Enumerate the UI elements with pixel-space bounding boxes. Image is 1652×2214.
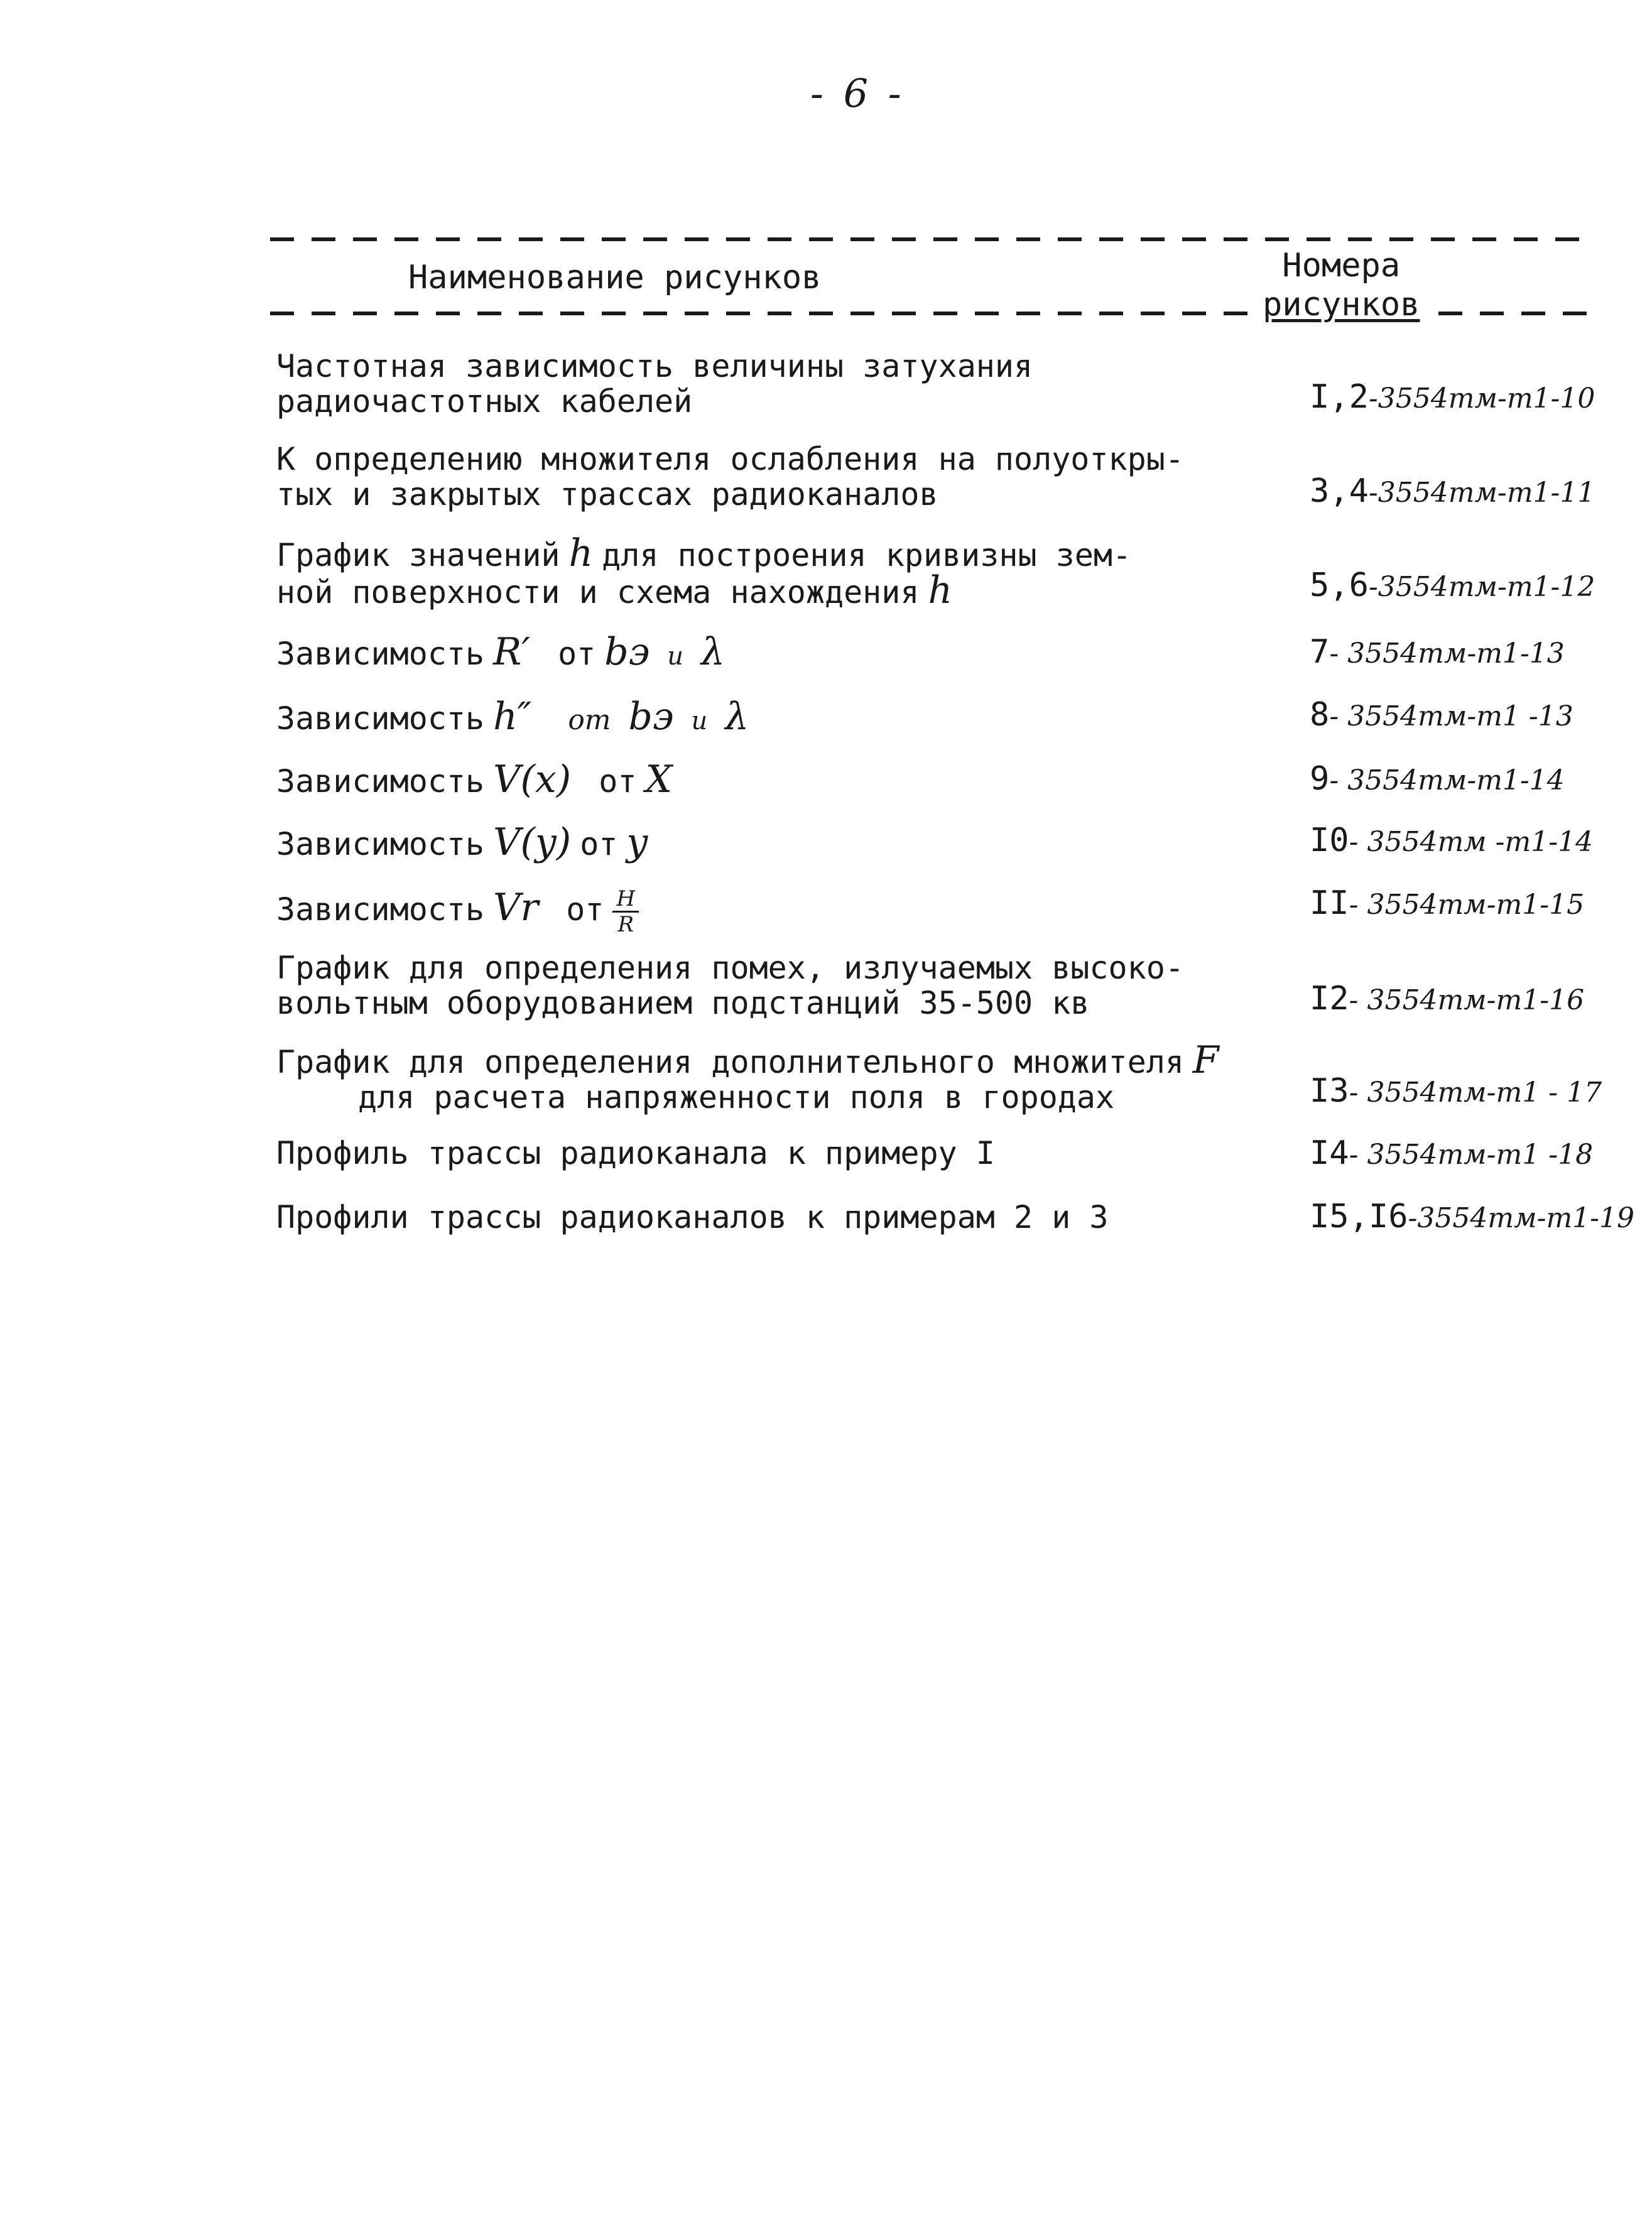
page-number: - 6 - <box>810 70 905 116</box>
figure-number <box>1310 1134 1593 1172</box>
fraction-denominator: R <box>617 912 634 937</box>
figure-code: -3554тм-т1-10 <box>1368 383 1595 415</box>
figure-code: -3554тм-т1-12 <box>1368 571 1595 603</box>
figure-code: - 3554тм-т1-14 <box>1329 764 1565 796</box>
h-symbol: h <box>928 568 953 612</box>
v-x-symbol: V(x) <box>493 757 572 801</box>
figure-code: - 3554тм-т1-15 <box>1349 889 1585 921</box>
row-title-line: радиочастотных кабелей <box>276 383 693 420</box>
figure-number <box>1310 822 1593 859</box>
figure-number <box>1310 1198 1634 1235</box>
row-text: ной поверхности и схема нахождения <box>276 574 920 610</box>
h-symbol: h <box>568 531 594 575</box>
row-text: для построения кривизны зем- <box>602 537 1132 573</box>
row-title-line: вольтным оборудованием подстанций 35-500 кв <box>276 985 1090 1021</box>
column-header-numbers <box>1263 246 1420 324</box>
lambda-symbol: λ <box>701 630 725 674</box>
row-title-line: К определению множителя ослабления на полуоткры- <box>276 441 1184 477</box>
figure-code: - 3554тм-т1 -18 <box>1349 1139 1594 1171</box>
table-row <box>276 950 1269 1021</box>
figure-number <box>1310 760 1565 798</box>
table-row <box>276 820 1269 864</box>
figure-number <box>1310 378 1595 416</box>
figure-code: - 3554тм-т1-13 <box>1329 638 1565 670</box>
b-e-symbol: bэ <box>604 630 650 674</box>
figure-num: 5,6 <box>1310 567 1369 604</box>
v-y-symbol: V(y) <box>493 820 572 864</box>
f-symbol: F <box>1192 1038 1219 1082</box>
row-text: от <box>568 704 611 736</box>
figure-code: - 3554тм-т1 -13 <box>1329 700 1573 732</box>
figure-code: - 3554тм -т1-14 <box>1349 826 1594 858</box>
figure-num: I0 <box>1310 822 1349 859</box>
figure-number <box>1310 1072 1602 1110</box>
figure-number <box>1310 633 1565 671</box>
figure-num: 8 <box>1310 696 1330 734</box>
b-e-symbol: bэ <box>628 695 674 739</box>
header-bottom-rule-left <box>270 312 1250 315</box>
lambda-symbol: λ <box>725 695 749 739</box>
header-bottom-rule-right <box>1438 312 1589 315</box>
figure-num: II <box>1310 884 1349 922</box>
row-text: Зависимость <box>276 891 485 928</box>
row-text: от <box>558 636 596 672</box>
figure-number <box>1310 980 1584 1017</box>
table-row <box>276 1136 1269 1171</box>
figure-code: - 3554тм-т1 - 17 <box>1349 1077 1602 1109</box>
figure-number <box>1310 696 1573 734</box>
row-text: от <box>599 763 637 800</box>
table-row <box>276 757 1269 801</box>
row-title-line <box>276 568 1269 612</box>
h-double-prime-symbol: h″ <box>493 695 532 739</box>
row-text: от <box>580 826 618 862</box>
table-row <box>276 630 1269 674</box>
row-title-line <box>276 531 1269 575</box>
y-symbol: y <box>626 820 648 864</box>
figure-num: 3,4 <box>1310 472 1369 510</box>
row-title-line: Профили трассы радиоканалов к примерам 2 и 3 <box>276 1199 1109 1235</box>
h-over-r-fraction <box>612 887 639 936</box>
table-row <box>276 1038 1269 1115</box>
conjunction: и <box>691 707 708 735</box>
column-header-numbers-line2: рисунков <box>1263 286 1420 323</box>
row-title-line: Частотная зависимость величины затухания <box>276 348 1033 384</box>
figure-number <box>1310 567 1595 604</box>
table-row <box>276 349 1269 419</box>
row-title-line <box>276 1038 1269 1082</box>
table-row <box>276 887 1269 936</box>
table-row <box>276 1200 1269 1235</box>
figure-code: -3554тм-т1-11 <box>1368 477 1595 509</box>
row-text: Зависимость <box>276 700 485 737</box>
table-row <box>276 695 1269 739</box>
figure-num: 7 <box>1310 633 1330 671</box>
figure-num: I5,I6 <box>1310 1198 1408 1235</box>
row-text: Зависимость <box>276 763 485 800</box>
row-text: от <box>566 891 604 928</box>
column-header-numbers-line1: Номера <box>1282 247 1401 285</box>
fraction-numerator: H <box>612 887 639 913</box>
figure-num: I2 <box>1310 980 1349 1017</box>
v-r-symbol: Vr <box>493 886 539 930</box>
figure-num: 9 <box>1310 760 1330 798</box>
x-symbol: X <box>645 757 673 801</box>
figure-code: - 3554тм-т1-16 <box>1349 984 1585 1016</box>
row-title-line: График для определения помех, излучаемых высоко- <box>276 950 1184 986</box>
row-text: Зависимость <box>276 826 485 862</box>
row-text: График для определения дополнительного множителя <box>276 1044 1184 1080</box>
figure-num: I,2 <box>1310 378 1369 416</box>
figure-num: I4 <box>1310 1134 1349 1172</box>
table-row <box>276 531 1269 612</box>
row-text: Зависимость <box>276 636 485 672</box>
column-header-title: Наименование рисунков <box>408 259 822 296</box>
row-title-line: тых и закрытых трассах радиоканалов <box>276 476 938 513</box>
table-row <box>276 442 1269 512</box>
figure-num: I3 <box>1310 1072 1349 1110</box>
row-text: График значений <box>276 537 560 573</box>
conjunction: и <box>667 642 684 671</box>
figure-number <box>1310 472 1595 510</box>
table-top-rule <box>270 237 1589 241</box>
row-title-line: для расчета напряженности поля в городах <box>358 1079 1115 1115</box>
figure-code: -3554тм-т1-19 <box>1408 1202 1635 1234</box>
figure-number <box>1310 884 1584 922</box>
r-prime-symbol: R′ <box>493 630 530 674</box>
row-title-line: Профиль трассы радиоканала к примеру I <box>276 1135 995 1171</box>
